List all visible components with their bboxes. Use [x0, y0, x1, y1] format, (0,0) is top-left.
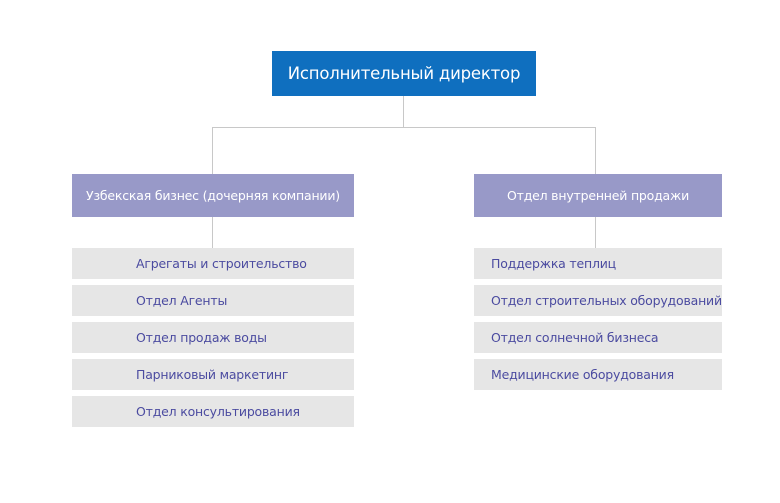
department-item [72, 396, 354, 427]
department-item [72, 248, 354, 279]
department-item [474, 285, 722, 316]
director-label: Исполнительный директор [287, 64, 521, 83]
department-label: Отдел строительных оборудований [491, 293, 722, 308]
department-label: Парниковый маркетинг [136, 367, 289, 382]
department-label: Отдел Агенты [136, 293, 228, 308]
director-box [272, 51, 536, 96]
department-item [72, 322, 354, 353]
branch-uzbek-business [72, 174, 354, 217]
branch-label: Узбекская бизнес (дочерняя компании) [86, 188, 340, 203]
department-item [474, 248, 722, 279]
department-label: Отдел консультирования [136, 404, 300, 419]
branch-label: Отдел внутренней продажи [506, 188, 690, 203]
department-label: Медицинские оборудования [491, 367, 674, 382]
department-item [72, 285, 354, 316]
department-label: Отдел солнечной бизнеса [491, 330, 659, 345]
branch-domestic-sales [474, 174, 722, 217]
department-item [474, 322, 722, 353]
department-label: Агрегаты и строительство [136, 256, 307, 271]
department-label: Поддержка теплиц [491, 256, 616, 271]
department-label: Отдел продаж воды [136, 330, 267, 345]
department-item [72, 359, 354, 390]
department-item [474, 359, 722, 390]
